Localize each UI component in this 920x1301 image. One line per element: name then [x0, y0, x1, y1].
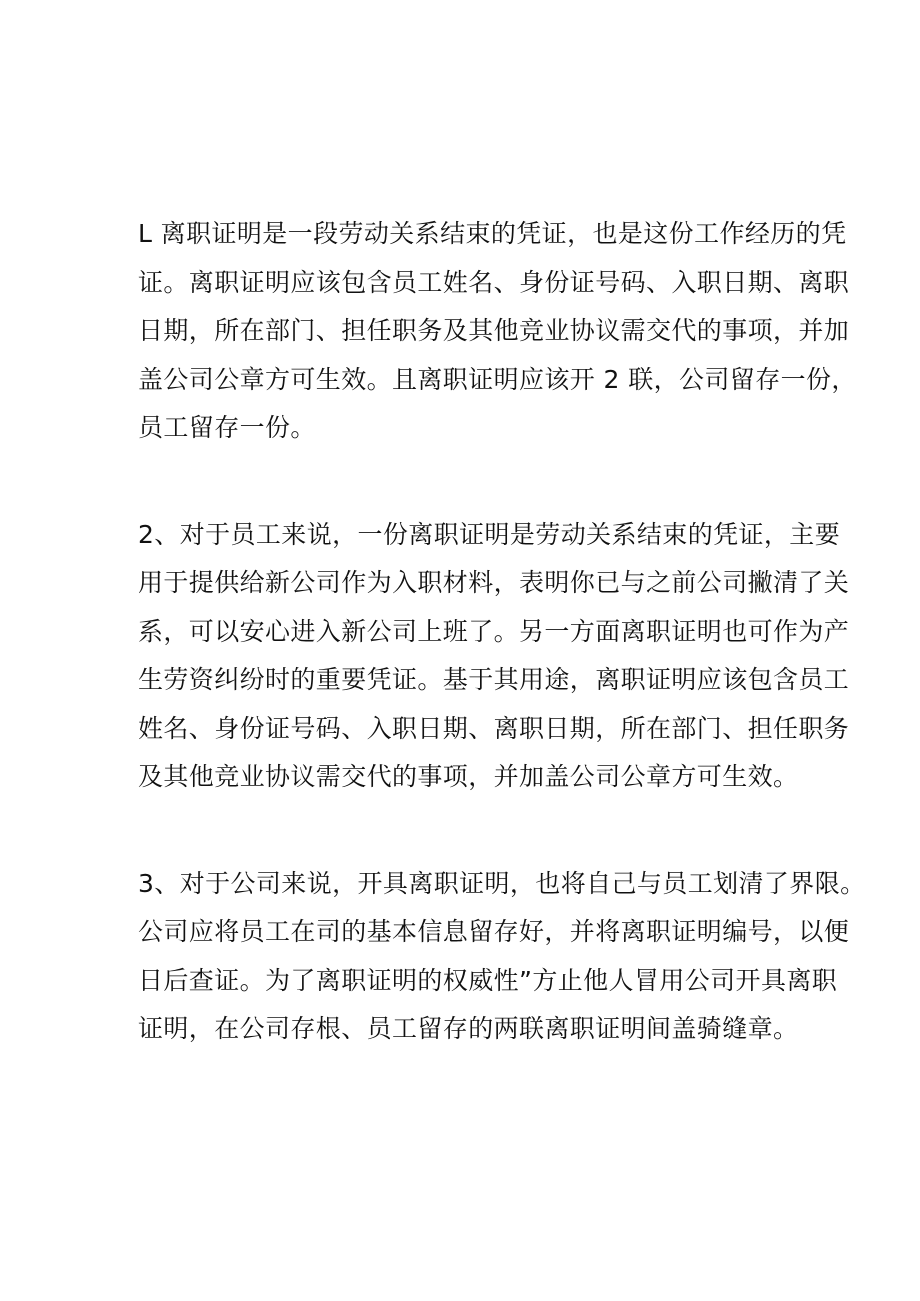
document-body	[138, 210, 866, 1054]
paragraph-3	[138, 860, 866, 1054]
paragraph-1	[138, 210, 857, 453]
paragraph-line: 2、对于员工来说，一份离职证明是劳动关系结束的凭证，主要	[138, 519, 841, 549]
paragraph-line: L 离职证明是一段劳动关系结束的凭证，也是这份工作经历的凭	[138, 219, 847, 248]
paragraph-line: 证。离职证明应该包含员工姓名、身份证号码、入职日期、离职	[138, 267, 850, 297]
paragraph-line: 公司应将员工在司的基本信息留存好，并将离职证明编号，以便	[138, 917, 850, 946]
paragraph-line: 姓名、身份证号码、入职日期、离职日期，所在部门、担任职务	[138, 713, 850, 743]
paragraph-line: 用于提供给新公司作为入职材料，表明你已与之前公司撇清了关	[138, 568, 850, 597]
paragraph-2	[138, 511, 850, 802]
paragraph-line: 及其他竞业协议需交代的事项，并加盖公司公章方可生效。	[138, 762, 799, 791]
paragraph-line: 员工留存一份。	[138, 413, 316, 442]
paragraph-line: 系，可以安心进入新公司上班了。另一方面离职证明也可作为产	[138, 616, 850, 646]
paragraph-line: 盖公司公章方可生效。且离职证明应该开 2 联，公司留存一份，	[138, 364, 857, 394]
paragraph-line: 日后查证。为了离职证明的权威性”方止他人冒用公司开具离职	[138, 965, 838, 995]
paragraph-line: 证明，在公司存根、员工留存的两联离职证明间盖骑缝章。	[138, 1014, 799, 1043]
paragraph-line: 3、对于公司来说，开具离职证明，也将自己与员工划清了界限。	[138, 868, 866, 898]
paragraph-line: 生劳资纠纷时的重要凭证。基于其用途，离职证明应该包含员工	[138, 665, 850, 694]
paragraph-line: 日期，所在部门、担任职务及其他竞业协议需交代的事项，并加	[138, 316, 850, 345]
